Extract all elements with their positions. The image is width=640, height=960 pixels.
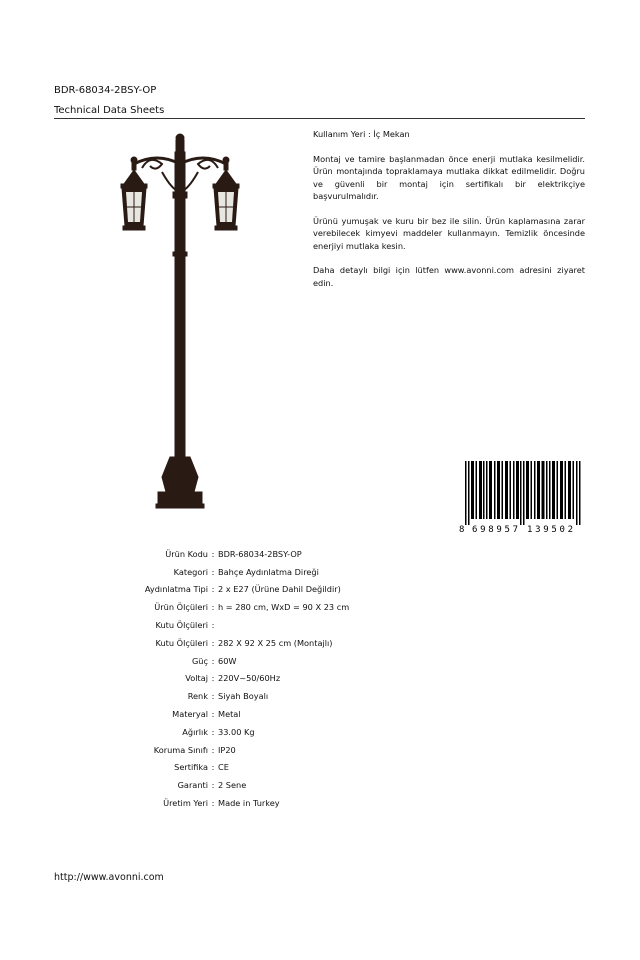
spec-label: Ağırlık: [182, 726, 208, 737]
spec-separator: :: [211, 637, 215, 648]
product-description: [313, 128, 585, 301]
spec-row: [60, 598, 440, 616]
spec-table: [60, 545, 440, 812]
spec-row: [60, 705, 440, 723]
spec-separator: :: [211, 566, 215, 577]
spec-value: 220V~50/60Hz: [218, 673, 281, 684]
lamp-post-image: [112, 132, 248, 512]
spec-row: [60, 759, 440, 777]
spec-label: Voltaj: [185, 673, 208, 684]
spec-label: Renk: [187, 691, 208, 702]
document-header: [54, 84, 584, 118]
spec-row: [60, 741, 440, 759]
spec-value: BDR-68034-2BSY-OP: [218, 548, 302, 559]
spec-label: Güç: [191, 655, 208, 666]
spec-value: Bahçe Aydınlatma Direği: [218, 566, 319, 577]
installation-warning: Montaj ve tamire başlanmadan önce enerji mutlaka kesilmelidir. Ürün montajında topraklamaya mutlaka dikkat edilmelidir. Doğru ve güvenli bir montaj için sertifikalı bir elektrikçiye başvurulmalıdır.: [313, 153, 585, 201]
spec-separator: :: [211, 602, 215, 613]
spec-label: Koruma Sınıfı: [153, 744, 208, 755]
spec-separator: :: [211, 691, 215, 702]
spec-row: [60, 581, 440, 599]
spec-row: [60, 794, 440, 812]
spec-row: [60, 687, 440, 705]
spec-separator: :: [211, 744, 215, 755]
spec-separator: :: [211, 584, 215, 595]
spec-value: 2 Sene: [218, 780, 247, 791]
spec-separator: :: [211, 655, 215, 666]
spec-value: 2 x E27 (Ürüne Dahil Değildir): [218, 584, 341, 595]
spec-label: Üretim Yeri: [163, 798, 208, 809]
barcode-digits-left: 698957: [472, 525, 518, 533]
spec-separator: :: [211, 673, 215, 684]
spec-row: [60, 616, 440, 634]
spec-label: Kutu Ölçüleri: [155, 637, 208, 648]
spec-label: Kategori: [173, 566, 208, 577]
website-url[interactable]: http://www.avonni.com: [54, 872, 164, 883]
spec-label: Kutu Ölçüleri: [155, 620, 208, 631]
spec-value: 60W: [218, 655, 237, 666]
spec-label: Ürün Kodu: [165, 548, 208, 559]
spec-row: [60, 634, 440, 652]
spec-row: [60, 670, 440, 688]
spec-value: Made in Turkey: [218, 798, 280, 809]
product-code-title: BDR-68034-2BSY-OP: [54, 85, 157, 96]
header-divider: [54, 118, 585, 119]
spec-value: Metal: [218, 709, 241, 720]
spec-label: Aydınlatma Tipi: [144, 584, 208, 595]
spec-separator: :: [211, 762, 215, 773]
spec-separator: :: [211, 548, 215, 559]
spec-separator: :: [211, 709, 215, 720]
spec-value: 282 X 92 X 25 cm (Montajlı): [218, 637, 333, 648]
spec-separator: :: [211, 620, 215, 631]
spec-label: Ürün Ölçüleri: [154, 602, 208, 613]
spec-row: [60, 776, 440, 794]
spec-separator: :: [211, 798, 215, 809]
spec-row: [60, 652, 440, 670]
spec-value: CE: [218, 762, 229, 773]
spec-value: Siyah Boyalı: [218, 691, 269, 702]
spec-row: [60, 545, 440, 563]
spec-row: [60, 563, 440, 581]
spec-label: Garanti: [177, 780, 208, 791]
barcode: [459, 461, 585, 533]
spec-value: h = 280 cm, WxD = 90 X 23 cm: [218, 602, 350, 613]
spec-row: [60, 723, 440, 741]
more-info-note: Daha detaylı bilgi için lütfen www.avonni.com adresini ziyaret edin.: [313, 265, 585, 288]
cleaning-instructions: Ürünü yumuşak ve kuru bir bez ile silin. Ürün kaplamasına zarar verebilecek kimyevi maddeler kullanmayın. Temizlik öncesinde enerjiyi mutlaka kesin.: [313, 215, 585, 251]
spec-value: IP20: [218, 744, 236, 755]
spec-label: Sertifika: [174, 762, 208, 773]
spec-separator: :: [211, 780, 215, 791]
spec-label: Materyal: [172, 709, 208, 720]
document-subtitle: Technical Data Sheets: [54, 105, 165, 116]
barcode-digit-first: 8: [459, 525, 465, 533]
spec-value: 33.00 Kg: [218, 726, 255, 737]
spec-separator: :: [211, 726, 215, 737]
barcode-digits-right: 139502: [527, 525, 573, 533]
usage-location: Kullanım Yeri : İç Mekan: [313, 129, 410, 139]
